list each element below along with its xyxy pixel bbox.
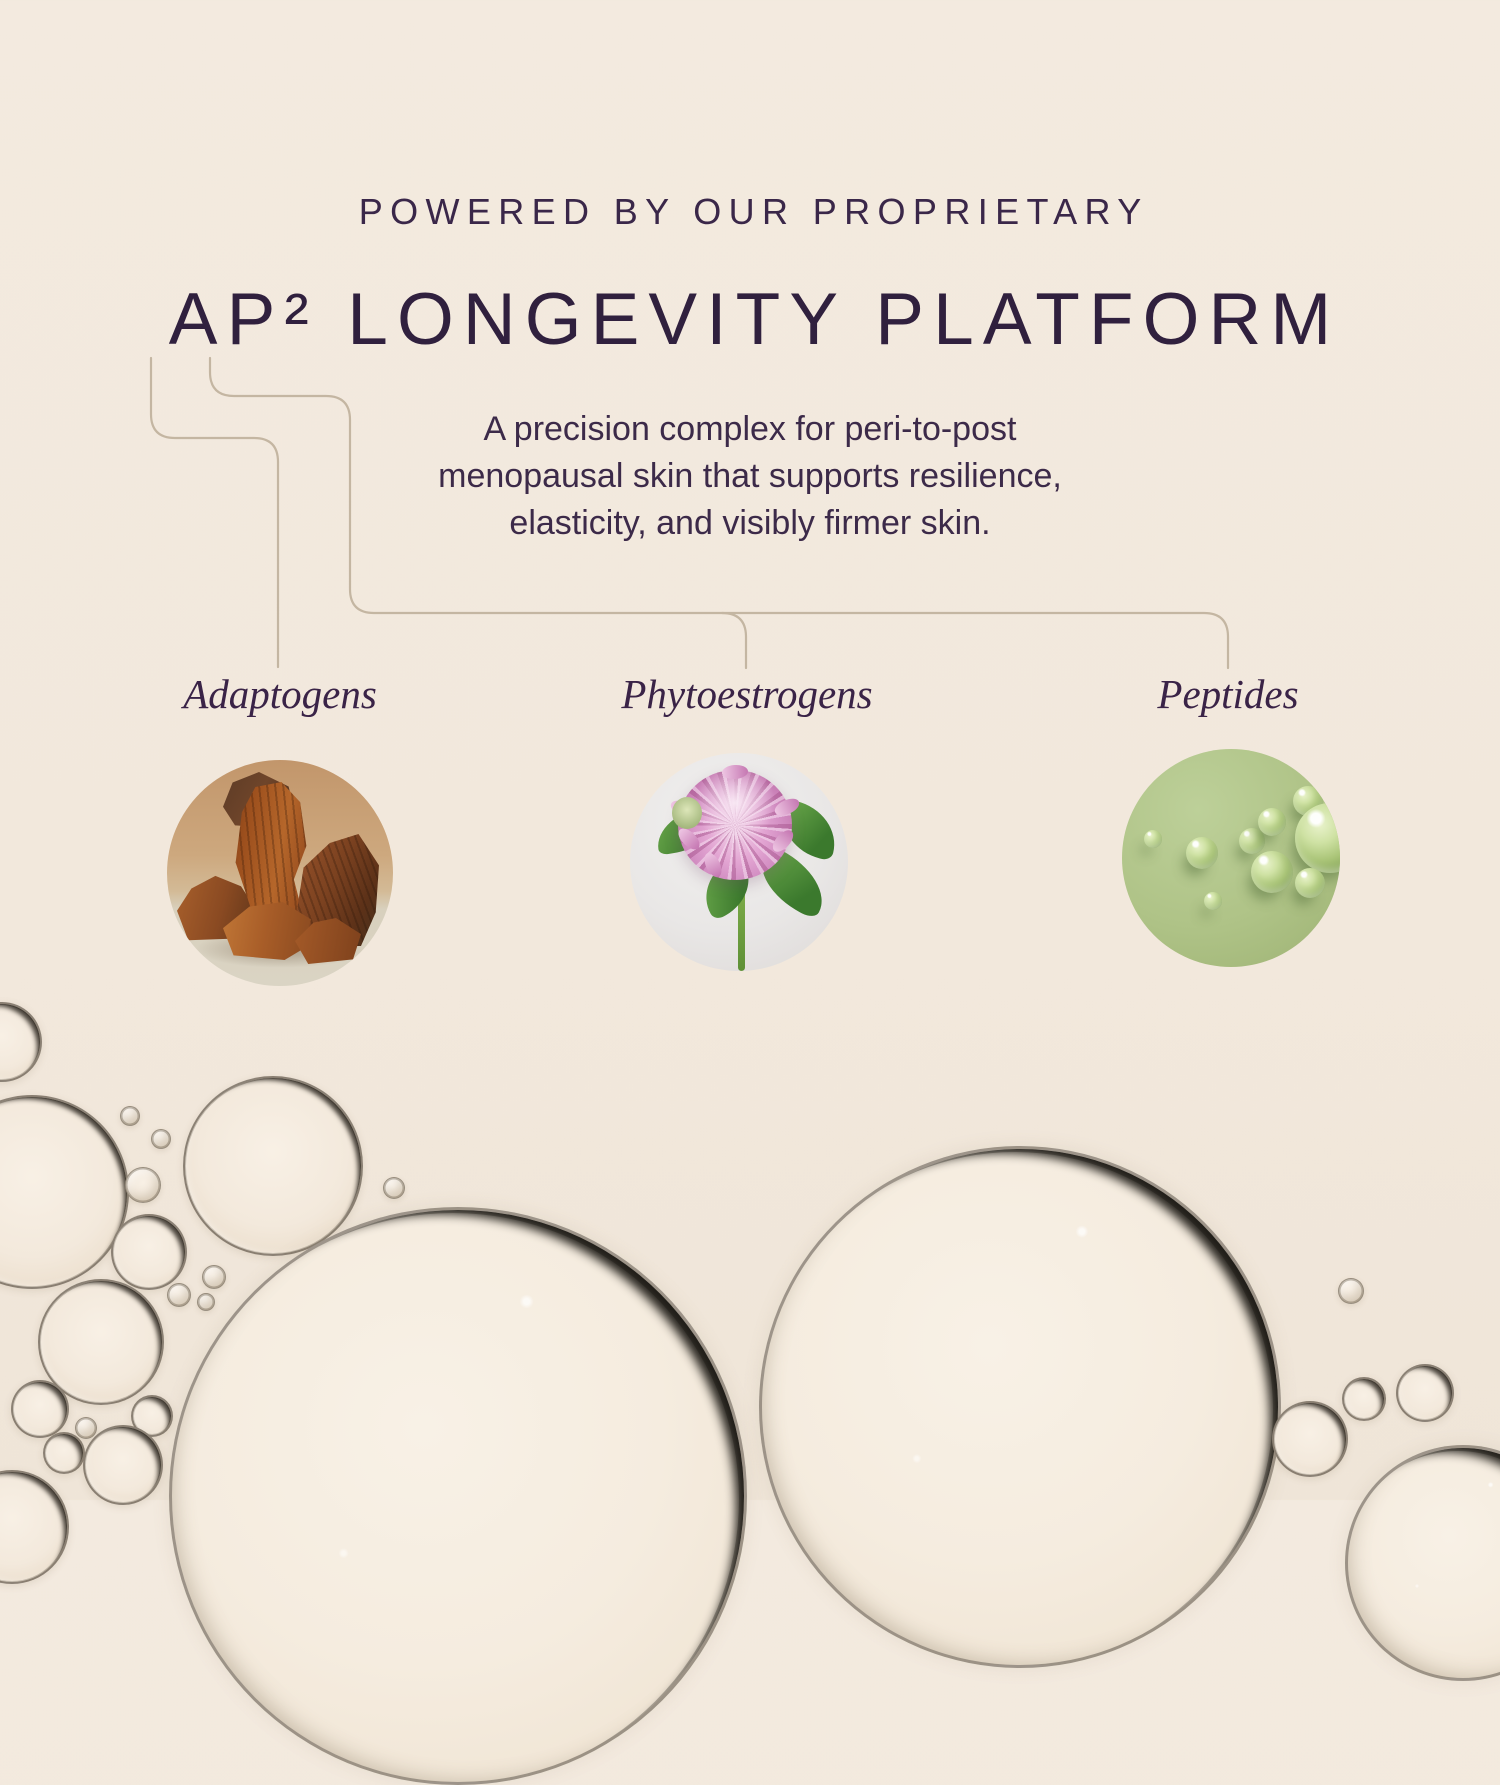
serum-bubble [151,1129,171,1149]
connector-trunk-peptides [210,358,1228,668]
peptide-droplet [1144,830,1162,848]
description-line-1: A precision complex for peri-to-post [483,410,1017,448]
serum-bubble [0,1002,42,1082]
serum-bubble [1338,1278,1364,1304]
label-phytoestrogens: Phytoestrogens [621,671,873,717]
serum-bubble [167,1283,191,1307]
serum-bubble [1272,1401,1348,1477]
serum-bubble [197,1293,215,1311]
peptide-droplet [1258,808,1286,836]
connector-phytoestrogens [722,613,746,668]
serum-bubble [43,1432,85,1474]
clover-petal [701,850,725,880]
eyebrow-text: POWERED BY OUR PROPRIETARY [358,191,1149,232]
description-line-3: elasticity, and visibly firmer skin. [509,504,991,542]
red-clover-photo [630,753,848,971]
connector-lines [0,0,1500,700]
clover-bud [672,797,702,829]
clover-petal [722,764,749,780]
description-line-2: menopausal skin that supports resilience, [438,457,1062,495]
peptide-droplet [1295,868,1325,898]
serum-bubble [125,1167,161,1203]
connector-adaptogens [151,358,278,667]
peptide-droplet [1186,837,1218,869]
label-adaptogens: Adaptogens [183,671,377,717]
peptide-droplet [1251,851,1293,893]
chaga-mushroom-photo [167,760,393,986]
serum-bubble [83,1425,163,1505]
peptide-droplets-photo [1122,749,1340,967]
label-peptides: Peptides [1157,671,1299,717]
serum-bubble [75,1417,97,1439]
serum-bubble [383,1177,405,1199]
serum-bubble [759,1146,1281,1668]
serum-bubble [111,1214,187,1290]
serum-bubble [1345,1445,1500,1681]
serum-bubble [183,1076,363,1256]
peptide-droplet [1204,892,1222,910]
serum-bubble [11,1380,69,1438]
serum-bubble [0,1470,69,1584]
serum-bubble [1396,1364,1454,1422]
serum-bubble [120,1106,140,1126]
serum-bubble [0,1095,129,1289]
serum-bubble [202,1265,226,1289]
serum-bubble [1342,1377,1386,1421]
serum-bubble [169,1207,747,1785]
page-title: AP² LONGEVITY PLATFORM [168,279,1341,360]
